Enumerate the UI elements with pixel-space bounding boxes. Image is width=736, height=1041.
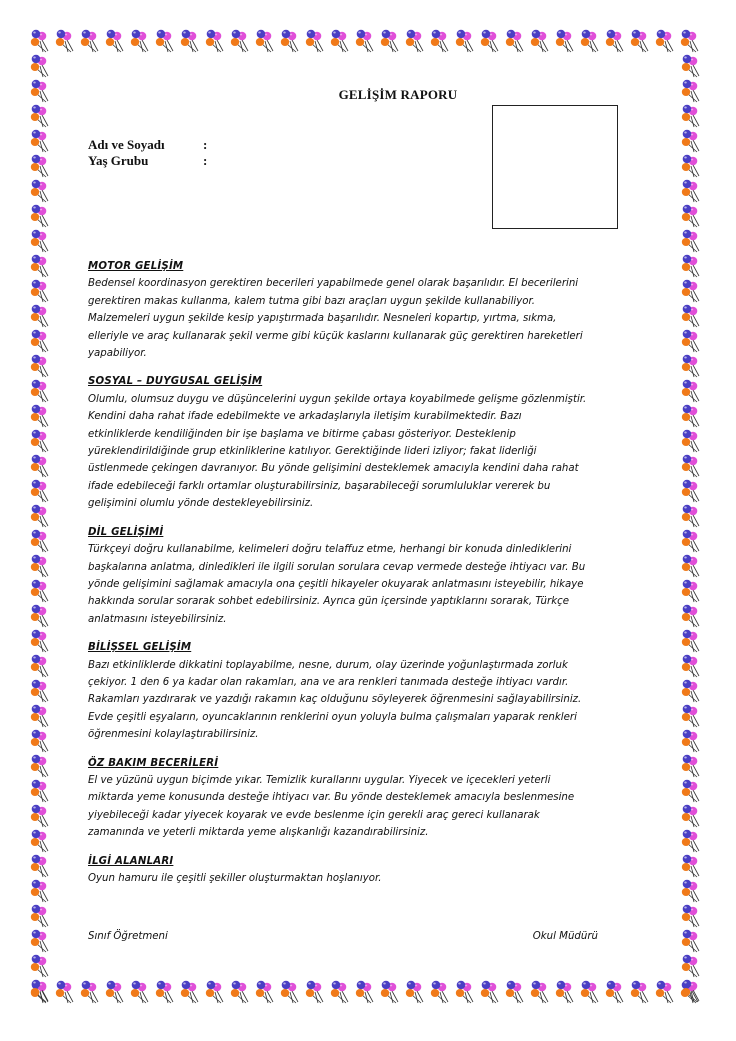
section-body [88,870,658,887]
signature-area [88,931,598,942]
balloon-bunch-icon [30,779,52,803]
balloon-bunch-icon [555,980,577,1004]
section-heading: DİL GELİŞİMİ [88,526,164,538]
balloon-bunch-icon [30,304,52,328]
balloon-bunch-icon [681,829,703,853]
balloon-bunch-icon [430,29,452,53]
balloon-bunch-icon [230,29,252,53]
balloon-bunch-icon [530,980,552,1004]
balloon-bunch-icon [681,679,703,703]
section-body-line: Olumlu, olumsuz duygu ve düşüncelerini uygun şekilde ortaya koyabilmede gelişme gözlenmiştir. [88,393,587,405]
class-teacher-signature-label: Sınıf Öğretmeni [88,931,168,942]
balloon-bunch-icon [681,354,703,378]
balloon-bunch-icon [55,980,77,1004]
photo-placeholder-box [492,105,618,229]
balloon-bunch-icon [681,479,703,503]
section-body-line: Bedensel koordinasyon gerektiren becerileri yapabilmede genel olarak başarılıdır. El becerilerini [88,278,579,290]
balloon-bunch-icon [681,879,703,903]
balloon-bunch-icon [130,29,152,53]
age-group-field-colon: : [203,153,208,168]
balloon-bunch-icon [30,479,52,503]
balloon-bunch-icon [681,504,703,528]
balloon-bunch-icon [605,29,627,53]
section-body-line: öğrenmesini kolaylaştırabilirsiniz. [88,729,259,741]
balloon-bunch-icon [30,854,52,878]
section-body-line: hakkında sorular sorarak sohbet edebilirsiniz. Ayrıca gün içersinde yaptıklarını sorarak, Türkçe [88,596,569,608]
balloon-bunch-icon [480,980,502,1004]
balloon-bunch-icon [30,654,52,678]
balloon-bunch-icon [105,980,127,1004]
section-body-line: zamanında ve yeterli miktarda yeme alışkanlığı kazandırabilirsiniz. [88,827,429,839]
balloon-bunch-icon [681,954,703,978]
balloon-bunch-icon [455,29,477,53]
balloon-bunch-icon [205,29,227,53]
balloon-bunch-icon [30,354,52,378]
section-body-line: etkinliklerde kendiliğinden bir işe başlama ve bitirme çabası gösteriyor. Desteklenip [88,428,516,440]
balloon-bunch-icon [30,929,52,953]
balloon-bunch-icon [681,454,703,478]
section-cognitive [88,639,658,743]
balloon-bunch-icon [30,629,52,653]
balloon-bunch-icon [280,980,302,1004]
balloon-bunch-icon [681,604,703,628]
section-body-line: başkalarına anlatma, dinledikleri ile ilgili sorulan sorulara cevap vermede desteğe ihtiyacı var. Bu [88,561,586,573]
balloon-bunch-icon [380,29,402,53]
section-body-line: Malzemeleri uygun şekilde kesip yapıştırmada başarılıdır. Nesneleri kopartıp, yırtma, sıkma, [88,313,557,325]
balloon-bunch-icon [30,554,52,578]
section-body-line: yüreklendirildiğinde grup etkinliklerine katılıyor. Gerektiğinde lideri izliyor; fakat liderliği [88,446,537,458]
balloon-bunch-icon [30,529,52,553]
balloon-bunch-icon [55,29,77,53]
balloon-bunch-icon [405,980,427,1004]
balloon-bunch-icon [30,404,52,428]
section-body-line: gerektiren makas kullanma, kalem tutma gibi bazı araçları uygun şekilde kullanabiliyor. [88,295,535,307]
balloon-bunch-icon [681,379,703,403]
balloon-bunch-icon [30,829,52,853]
balloon-bunch-icon [30,104,52,128]
section-body-line: ifade edebileceği farklı ortamlar oluşturabilirsiniz, başarabileceği sorumluluklar vererek bu [88,480,551,492]
section-heading: İLGİ ALANLARI [88,855,174,867]
section-body-line: çekiyor. 1 den 6 ya kadar olan rakamları, ana ve ara renkleri tanımada desteğe ihtiyacı vardır. [88,676,569,688]
balloon-bunch-icon [681,104,703,128]
balloon-bunch-icon [655,980,677,1004]
balloon-bunch-icon [681,779,703,803]
balloon-bunch-icon [455,980,477,1004]
balloon-bunch-icon [280,29,302,53]
balloon-bunch-icon [180,29,202,53]
name-field-row [88,137,213,153]
balloon-bunch-icon [555,29,577,53]
balloon-bunch-icon [355,29,377,53]
balloon-bunch-icon [30,254,52,278]
balloon-bunch-icon [30,329,52,353]
balloon-bunch-icon [30,979,52,1003]
section-interests [88,853,658,888]
balloon-bunch-icon [30,179,52,203]
balloon-bunch-icon [681,279,703,303]
age-group-field-label: Yaş Grubu [88,153,149,168]
balloon-bunch-icon [681,979,703,1003]
section-body-line: Rakamları yazdırarak ve yazdığı rakamın kaç olduğunu söyleyerek öğrenmesini sağlayabilirsiniz. [88,694,582,706]
balloon-bunch-icon [681,54,703,78]
section-body-line: Bazı etkinliklerde dikkatini toplayabilme, nesne, durum, olay üzerinde yoğunlaştırmada zorluk [88,659,568,671]
balloon-bunch-icon [681,804,703,828]
section-social-emotional [88,373,658,512]
section-body-line: elleriyle ve araç kullanarak şekil verme gibi küçük kaslarını kullanarak güç gerektiren hareketleri [88,330,583,342]
section-body-line: Evde çeşitli eşyaların, oyuncaklarının renklerini oyun yoluyla bulma çalışmaları yaparak renkleri [88,711,577,723]
balloon-bunch-icon [681,204,703,228]
balloon-bunch-icon [155,29,177,53]
balloon-bunch-icon [681,754,703,778]
balloon-bunch-icon [30,454,52,478]
balloon-bunch-icon [580,29,602,53]
balloon-bunch-icon [430,980,452,1004]
balloon-bunch-icon [30,729,52,753]
balloon-bunch-icon [655,29,677,53]
report-title [0,87,736,103]
section-language [88,524,658,628]
section-heading: SOSYAL – DUYGUSAL GELİŞİM [88,376,263,388]
balloon-bunch-icon [255,29,277,53]
balloon-bunch-icon [205,980,227,1004]
section-body-line: Kendini daha rahat ifade edebilmekte ve arkadaşlarıyla iletişim kurabilmektedir. Bazı [88,411,522,423]
balloon-bunch-icon [681,304,703,328]
balloon-bunch-icon [355,980,377,1004]
section-body-line: anlatmasını isteyebilirsiniz. [88,613,227,625]
balloon-bunch-icon [30,379,52,403]
section-motor [88,258,658,362]
balloon-bunch-icon [255,980,277,1004]
balloon-bunch-icon [330,980,352,1004]
balloon-bunch-icon [681,179,703,203]
balloon-bunch-icon [30,954,52,978]
balloon-bunch-icon [681,529,703,553]
balloon-bunch-icon [681,404,703,428]
section-body [88,657,658,744]
name-field-label: Adı ve Soyadı [88,137,165,152]
balloon-bunch-icon [630,980,652,1004]
balloon-bunch-icon [30,54,52,78]
report-sections [88,258,658,898]
balloon-bunch-icon [681,129,703,153]
balloon-bunch-icon [30,804,52,828]
student-info [88,137,213,169]
balloon-bunch-icon [30,579,52,603]
balloon-bunch-icon [605,980,627,1004]
section-body [88,772,658,842]
section-body [88,275,658,362]
balloon-bunch-icon [380,980,402,1004]
balloon-bunch-icon [580,980,602,1004]
balloon-bunch-icon [681,229,703,253]
balloon-bunch-icon [30,604,52,628]
section-body-line: El ve yüzünü uygun biçimde yıkar. Temizlik kurallarını uygular. Yiyecek ve içecekleri yeterli [88,774,551,786]
balloon-bunch-icon [681,729,703,753]
section-body-line: miktarda yeme konusunda desteğe ihtiyacı var. Bu yönde desteklemek amacıyla beslenmesine [88,792,575,804]
balloon-bunch-icon [681,704,703,728]
balloon-bunch-icon [130,980,152,1004]
balloon-bunch-icon [681,554,703,578]
balloon-bunch-icon [30,904,52,928]
balloon-bunch-icon [305,980,327,1004]
balloon-bunch-icon [681,629,703,653]
balloon-bunch-icon [305,29,327,53]
section-body-line: yiyebileceği kadar yiyecek koyarak ve evde beslenme için gerekli araç gereci kullanarak [88,809,540,821]
balloon-bunch-icon [30,504,52,528]
name-field-colon: : [203,137,208,152]
balloon-bunch-icon [681,154,703,178]
balloon-bunch-icon [105,29,127,53]
report-title-text: GELİŞİM RAPORU [338,87,458,102]
balloon-bunch-icon [80,29,102,53]
balloon-bunch-icon [30,704,52,728]
balloon-bunch-icon [30,229,52,253]
section-body-line: gelişimini olumlu yönde destekleyebilirsiniz. [88,498,314,510]
balloon-bunch-icon [30,279,52,303]
balloon-bunch-icon [630,29,652,53]
balloon-bunch-icon [681,929,703,953]
section-body [88,391,658,513]
balloon-bunch-icon [505,980,527,1004]
age-group-field-row [88,153,213,169]
balloon-bunch-icon [681,329,703,353]
balloon-bunch-icon [30,429,52,453]
balloon-bunch-icon [30,679,52,703]
balloon-bunch-icon [505,29,527,53]
balloon-bunch-icon [681,904,703,928]
section-body-line: Türkçeyi doğru kullanabilme, kelimeleri doğru telaffuz etme, herhangi bir konuda dinlediklerini [88,544,572,556]
balloon-bunch-icon [405,29,427,53]
balloon-bunch-icon [80,980,102,1004]
balloon-bunch-icon [30,879,52,903]
section-body-line: üstlenmede çekingen davranıyor. Bu yönde gelişimini desteklemek amacıyla kendini daha rahat [88,463,579,475]
section-body [88,541,658,628]
balloon-bunch-icon [230,980,252,1004]
balloon-bunch-icon [30,154,52,178]
balloon-bunch-icon [30,204,52,228]
balloon-bunch-icon [155,980,177,1004]
balloon-bunch-icon [330,29,352,53]
section-body-line: yönde gelişimini sağlamak amacıyla ona çeşitli hikayeler okuyarak anlatmasını isteyebilir, hikaye [88,578,584,590]
section-body-line: Oyun hamuru ile çeşitli şekiller oluşturmaktan hoşlanıyor. [88,873,382,884]
balloon-bunch-icon [680,29,702,53]
balloon-bunch-icon [681,579,703,603]
balloon-bunch-icon [30,29,52,53]
section-heading: MOTOR GELİŞİM [88,261,184,272]
balloon-bunch-icon [681,654,703,678]
section-heading: ÖZ BAKIM BECERİLERİ [88,757,219,769]
balloon-bunch-icon [480,29,502,53]
section-heading: BİLİŞSEL GELİŞİM [88,642,192,654]
balloon-bunch-icon [30,129,52,153]
balloon-bunch-icon [180,980,202,1004]
balloon-bunch-icon [30,754,52,778]
section-self-care [88,755,658,842]
section-body-line: yapabiliyor. [88,348,147,360]
balloon-bunch-icon [681,854,703,878]
school-principal-signature-label: Okul Müdürü [532,931,598,942]
balloon-bunch-icon [681,429,703,453]
balloon-bunch-icon [530,29,552,53]
balloon-bunch-icon [681,254,703,278]
